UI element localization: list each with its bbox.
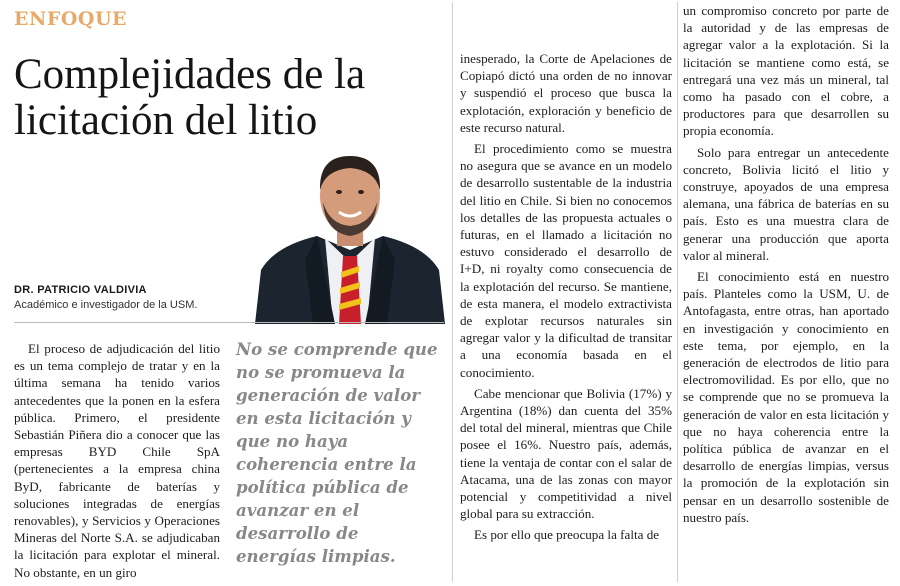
paragraph: Es por ello que preocupa la falta de (474, 527, 660, 543)
paragraph: El proceso de adjudicación del litio es un tema complejo de tratar y en la última semana ha tenido varios antecedentes que la ponen en la esfera pública. Primero, el presidente Sebastián Piñera dio a conocer que las empresas BYD Chile SpA (pertenecientes a la empresa china ByD, fabricante de baterías y soluciones integradas de energías renovables), y Servicios y Operaciones Mineras del Norte S.A. se adjudicaban la licitación para explotar el mineral. No obstante, en un giro (14, 341, 220, 580)
author-role: Académico e investigador de la USM. (14, 299, 198, 311)
byline-divider (14, 322, 444, 323)
body-column-3 (460, 50, 672, 544)
paragraph: El conocimiento está en nuestro país. Planteles como la USM, U. de Antofagasta, entre otras, han aportado en investigación y conocimiento en este tema, por ejemplo, en la generación de electrodos de litio para electromovilidad. Es por ello, que no se comprende que no se promueva la generación de valor en esta licitación y que no haya coherencia entre la política pública de avanzar en el desarrollo de energías limpias, versus la promoción de la explotación sin pensar en un desarrollo sostenible de nuestro país. (683, 269, 889, 525)
author-name: DR. PATRICIO VALDIVIA (14, 284, 147, 296)
body-column-4 (683, 2, 889, 526)
author-portrait (255, 150, 445, 324)
pull-quote: No se comprende que no se promueva la generación de valor en esta licitación y que no haya coherencia entre la política pública de avanzar en el desarrollo de energías limpias. (236, 339, 438, 566)
paragraph: un compromiso concreto por parte de la autoridad y de las empresas de agregar valor a la explotación. Si la licitación se mantiene como está, se entregará una vez más un mineral, tal como ha pasado con el cobre, a productores para que desarrollen su propia economía. (683, 3, 889, 139)
paragraph: Cabe mencionar que Bolivia (17%) y Argentina (18%) dan cuenta del 35% del total del mineral, mientras que Chile posee el 16%. Nuestro país, además, tiene la ventaja de contar con el salar de Atacama, una de las zonas con mayor potencial y competitividad a nivel global para su extracción. (460, 385, 672, 522)
body-column-1 (14, 340, 220, 581)
paragraph: El procedimiento como se muestra no asegura que se avance en un modelo de desarrollo sustentable de la industria del litio en Chile. Si bien no conocemos los detalles de las propuesta actuales o futuras, en el llamado a licitación no estuvo considerado el desarrollo de I+D, ni royalty como consecuencia de la explotación del recurso. Se mantiene, de esta manera, el modelo extractivista de explotar recursos naturales sin agregar valor y la dificultad de transitar a una economía basada en el conocimiento. (460, 141, 672, 380)
headline: Complejidades de la licitación del litio (14, 51, 366, 144)
column-divider (452, 2, 453, 582)
section-label: ENFOQUE (14, 8, 127, 30)
column-divider (677, 2, 678, 582)
paragraph: inesperado, la Corte de Apelaciones de Copiapó dictó una orden de no innovar y suspendió el proceso que busca la explotación, exploración y beneficio de este recurso natural. (460, 51, 672, 135)
author-byline (14, 284, 254, 311)
paragraph: Solo para entregar un antecedente concreto, Bolivia licitó el litio y construye, apoyados de una empresa alemana, una fábrica de baterías en su país. Esto es una muestra clara de generar una producción que aporta valor al mineral. (683, 144, 889, 263)
